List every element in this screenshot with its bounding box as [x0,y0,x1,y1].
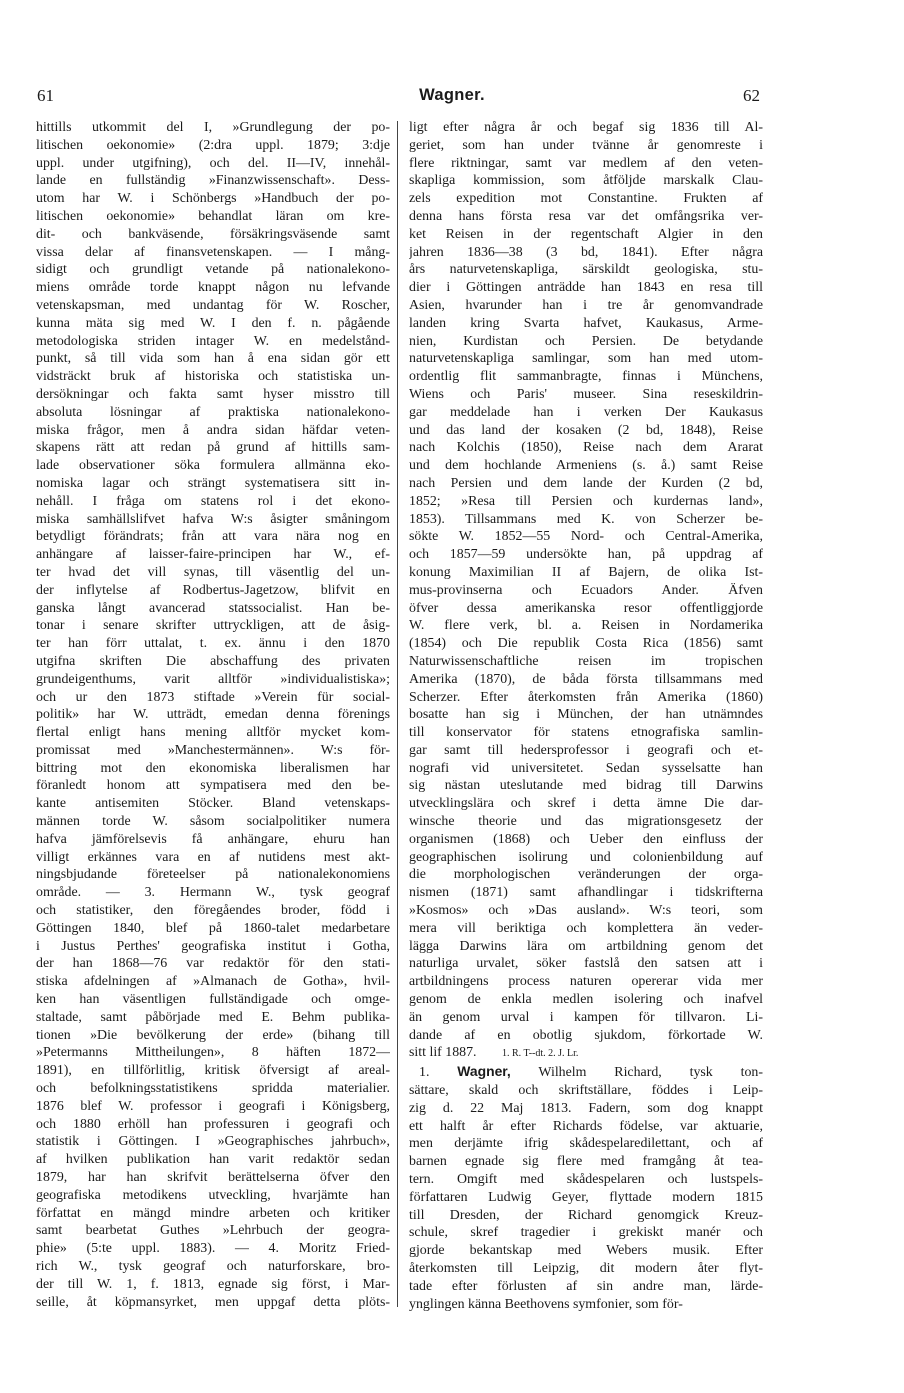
text-line: vidsträckt bruk af historiska och statistiska un- [36,369,390,385]
text-line: kante antisemiten Stöcker. Bland vetenskaps- [36,796,390,812]
text-line: och 1880 erhöll han professuren i geografi och [36,1116,390,1132]
text-line: författat en mängd mindre arbeten och kritiker [36,1205,390,1221]
text-line: 1891), en tillförlitlig, kritisk öfversigt af areal- [36,1063,390,1079]
text-line: (1854) och Die republik Costa Rica (1856) samt [409,636,763,652]
text-line: bosatte han sig i München, der han utnämndes [409,707,763,723]
text-line: dersökningar och fakta samt hyser misstro till [36,386,390,402]
text-line: och 1857—59 undersökte han, på uppdrag af [409,547,763,563]
text-line: nach Persien und dem lande der Kurden (2 bd, [409,475,763,491]
text-line: der han 1868—76 var redaktör för den stati- [36,956,390,972]
text-line: männen torde W. såsom socialpolitiker numera [36,814,390,830]
text-line: 1876 blef W. professor i geografi i Königsberg, [36,1098,390,1114]
page-header [0,86,904,108]
text-line: uppl. under utgifning), och del. II—IV, innehål- [36,155,390,171]
page-number-left: 61 [37,86,54,105]
text-line: litischen oekonomie» behandlat läran om kre- [36,208,390,224]
text-line: ynglingen känna Beethovens symfonier, som för- [409,1296,683,1312]
text-line: phie» (5:te uppl. 1883). — 4. Moritz Fried- [36,1241,390,1257]
text-line: ket Reisen in der regentschaft Algier in den [409,226,763,242]
text-line: promissat med »Manchestermännen». W:s för- [36,742,390,758]
text-line: öfver dessa amerikanska resor offentliggjorde [409,600,763,616]
text-line: seille, åt köpmansyrket, men uppgaf detta plöts- [36,1294,390,1310]
text-line: hittills utkommit del I, »Grundlegung der po- [36,120,390,135]
text-line: men derjämte ifrig skådespelaredilettant, och af [409,1136,763,1152]
text-line: staltade, samt påbörjade med E. Behm publika- [36,1009,390,1025]
text-line: artbildningens process naturen opererar vida mer [409,974,763,990]
entry-body [409,1082,763,1313]
text-line: vetenskapsman, med undantag för W. Roscher, [36,297,390,313]
text-line: flere riktningar, samt var medlem af den veten- [409,155,763,171]
text-line: der till W. 1, f. 1813, egnade sig först, i Mar- [36,1276,390,1292]
text-line: än genom urval i kampen för tillvaron. Li- [409,1009,763,1025]
text-line: lande en fullständig »Finanzwissenschaft». Dess- [36,173,390,189]
text-line: 1853). Tillsammans med K. von Scherzer be- [409,511,763,527]
text-line: till Dresden, der Richard genomgick Kreuz- [409,1207,763,1223]
text-line: die morphologischen veränderungen der orga- [409,867,763,883]
text-line: författaren Ludwig Geyer, flyttade modern 1815 [409,1189,763,1205]
text-line: nografi vid universitetet. Sedan sysselsatte han [409,760,763,776]
text-line: 1852; »Resa till Persien och kurdernas land», [409,493,763,509]
text-line: ligt efter några år och begaf sig 1836 till Al- [409,120,763,135]
text-line: utom har W. i Schönbergs »Handbuch der po- [36,191,390,207]
text-line: rich W., tysk geograf och naturforskare, bro- [36,1259,390,1274]
text-line: nach Kolchis (1850), Reise nach dem Ararat [409,440,763,456]
running-head: Wagner. [419,86,485,104]
text-line: miska frågor, men å andra sidan häfdar veten- [36,422,390,438]
text-line: politik» har W. utträdt, emedan denna förenings [36,707,390,723]
text-line: nomiska lagar och strängt systematisera sitt in- [36,475,390,491]
text-line: sidigt och grundligt vetande på nationalekono- [36,262,390,278]
text-line: miens område torde knappt någon nu lefvande [36,280,390,296]
text-line: ken han väsentligen fullständigade och omge- [36,992,390,1008]
text-line: skapliga kommission, som åtföljde marskalk Clau- [409,173,763,189]
text-line: der inflytelse af Rodbertus-Jagetzow, blifvit en [36,582,390,598]
text-line: skapens rätt att redan på grund af hittills sam- [36,440,390,456]
entry-first-line: Wilhelm Richard, tysk ton- [538,1065,763,1081]
text-line: W. flere verk, bl. a. Reisen in Nordamerika [409,618,763,634]
text-line: dande af en obotlig sjukdom, förkortade W. [409,1027,763,1043]
text-line: återkomsten till Leipzig, dit modern åter flyt- [409,1261,763,1276]
text-line: utgifna skriften Die abschaffung des privaten [36,653,390,669]
text-line: nehåll. I fråga om statens rol i det ekono- [36,493,390,509]
text-line: absoluta lösningar af praktiska nationalekono- [36,404,390,420]
text-line: barnen egnade sig flere med framgång åt tea- [409,1154,763,1170]
author-signatures: 1. R. T--dt. 2. J. Lr. [502,1048,579,1060]
text-line: naturliga urvalet, söker fastslå den satsen att i [409,956,763,972]
text-line: stiska afdelningen af »Almanach de Gotha», hvil- [36,974,390,990]
text-line: utvecklingslära och skref i detta ämne Die dar- [409,796,763,812]
text-line: punkt, så till vida som han å ena sidan gör ett [36,351,390,367]
text-line: miska samhällslifvet hafva W:s åsigter småningom [36,511,390,527]
text-line: tern. Omgift med skådespelaren och lustspels- [409,1172,763,1188]
text-line: anhängare af laisser-faire-principen har W., ef- [36,547,390,563]
text-line: hafva jämförelsevis få anhängare, ehuru han [36,831,390,847]
text-line: och ur den 1873 stiftade »Verein für social- [36,689,390,705]
text-line: schule, skref tragedier i grekiskt manér och [409,1225,763,1241]
text-line: Göttingen 1840, blef på 1860-talet medarbetare [36,920,390,936]
entry-headword: Wagner, [457,1063,511,1080]
text-line: und das land der kosaken (2 bd, 1848), Reise [409,422,763,438]
text-line: tade efter förlusten af sin andre man, lärde- [409,1278,763,1294]
text-line: geographischen isolirung und colonienbildung auf [409,849,763,865]
text-line: ordentlig flit sammanbragte, finnas i Münchens, [409,369,763,385]
text-line: geografiska metodikens utveckling, hvarjämte han [36,1187,390,1203]
entry-ending-line [409,1044,763,1063]
text-line: samt bearbetat Guthes »Lehrbuch der geogra- [36,1223,390,1239]
page-number-right: 62 [743,86,760,105]
text-line: »Kosmos» och »Das ausland». W:s teori, som [409,903,763,919]
text-line: ter han förr uttalat, t. ex. ännu i den 1870 [36,636,390,652]
text-line: tonar i senare skrifter uttryckligen, att de åsig- [36,618,390,634]
right-column-text [409,119,763,1044]
text-line: grundeigenthums, varit alltför »individualistiska»; [36,671,390,687]
text-line: bittring mot den ekonomiska liberalismen har [36,760,390,776]
text-line: Wiens och Paris' museer. Sina reseskildrin- [409,386,763,402]
text-line: ganska långt avancerad statssocialist. Han be- [36,600,390,616]
text-line: naturvetenskapliga samlingar, som han med utom- [409,351,763,367]
text-line: litischen oekonomie» (2:dra uppl. 1879; 3:dje [36,137,390,153]
text-line: tionen »Die bevölkerung der erde» (bihang till [36,1027,390,1043]
text-line: landen kring Svarta hafvet, Kaukasus, Arme- [409,315,763,331]
text-line: statistik i Göttingen. I »Geographisches jahrbuch», [36,1134,390,1150]
text-line: vissa delar af finansvetenskapen. — I mång- [36,244,390,260]
text-line: genom de enkla medlen isolering och inafvel [409,992,763,1008]
text-line: nismen (1871) samt afhandlingar i tidskrifterna [409,885,763,901]
text-line: mera vill beriktiga och komplettera än veder- [409,920,763,936]
text-line: mus-provinserna och Ecuadors Ander. Äfven [409,582,763,598]
text-line: ter hvad det vill synas, till väsentlig del un- [36,564,390,580]
text-line: metodologiska striden intager W. en medelstånd- [36,333,390,349]
text-line: betydligt förändrats; från att vara nära nog en [36,529,390,545]
text-line: till konservator för statens etnografiska samlin- [409,725,763,741]
text-line: gar meddelade han i verken Der Kaukasus [409,404,763,420]
text-line: zig d. 22 Maj 1813. Fadern, som dog knappt [409,1100,763,1116]
text-line: winsche theorie und das migrationsgesetz der [409,814,763,830]
text-line: nien, Kurdistan och Persien. De betydande [409,333,763,349]
text-line: und dem hochlande Armeniens (s. å.) samt Reise [409,458,763,474]
text-line: gar samt till hedersprofessor i geografi och et- [409,742,763,758]
text-line: flertal enligt hans mening alltför mycket kom- [36,725,390,741]
text-line: område. — 3. Hermann W., tysk geograf [36,885,390,901]
text-line: geriet, som han under tvänne år genomreste i [409,137,763,153]
text-line: sättare, skald och skriftställare, föddes i Leip- [409,1083,763,1099]
text-line: jahren 1836—38 (3 bd, 1841). Efter några [409,244,763,260]
text-line: ett halft år efter Richards födelse, var aktuarie, [409,1118,763,1134]
text-line: sig nästan uteslutande med bidrag till Darwins [409,778,763,794]
text-line: sökte W. 1852—55 Nord- och Central-Amerika, [409,529,763,545]
text-line: lägga Darwins lära om artbildning genom det [409,938,763,954]
text-line: denna hans första resa var det omfångsrika ver- [409,208,763,224]
text-line: zels expedition mot Constantine. Frukten af [409,191,763,207]
text-line: af hvilken publikation han varit redaktör sedan [36,1152,390,1168]
text-line: ningsbjudande företeelser på nationalekonomiens [36,867,390,883]
entry-number: 1. [419,1065,430,1081]
text-line: dit- och bankväsende, försäkringsväsende samt [36,226,390,242]
column-divider [397,121,398,1307]
text-line: års naturvetenskapliga, särskildt geologiska, stu- [409,262,763,278]
text-line: Scherzer. Efter återkomsten från Amerika (1860) [409,689,763,705]
text-line: och statistiker, den föregåendes broder, född i [36,903,390,919]
text-line: organismen (1868) och Ueber den einfluss der [409,831,763,847]
text-line: föranledt honom att sympatisera med den be- [36,778,390,794]
text-line: dier i Göttingen anträdde han 1843 en resa till [409,280,763,296]
text-line: Amerika (1870), de båda första tillsammans med [409,671,763,687]
text-line: »Petermanns Mittheilungen», 8 häften 1872— [36,1045,390,1061]
text-line: 1879, har han skrifvit berättelserna öfver den [36,1170,390,1186]
text-line: och befolkningsstatistikens spridda materialier. [36,1081,390,1097]
text-line: lade observationer söka formulera allmänna eko- [36,458,390,474]
left-column [36,119,390,1311]
entry-ending-text: sitt lif 1887. [409,1045,477,1061]
text-line: Naturwissenschaftliche reisen im tropischen [409,653,763,669]
text-line: kunna mäta sig med W. I den f. n. pågående [36,315,390,331]
text-line: gjorde bekantskap med Webers musik. Efter [409,1243,763,1259]
text-line: Asien, hvarunder han i tre år genomvandrade [409,297,763,313]
text-line: i Justus Perthes' geografiska institut i Gotha, [36,938,390,954]
text-line: konung Maximilian II af Bajern, de olika Ist- [409,564,763,580]
text-line: villigt erkännes vara en af nutidens mest akt- [36,849,390,865]
entry-head-line [409,1063,763,1082]
right-column [409,119,763,1313]
